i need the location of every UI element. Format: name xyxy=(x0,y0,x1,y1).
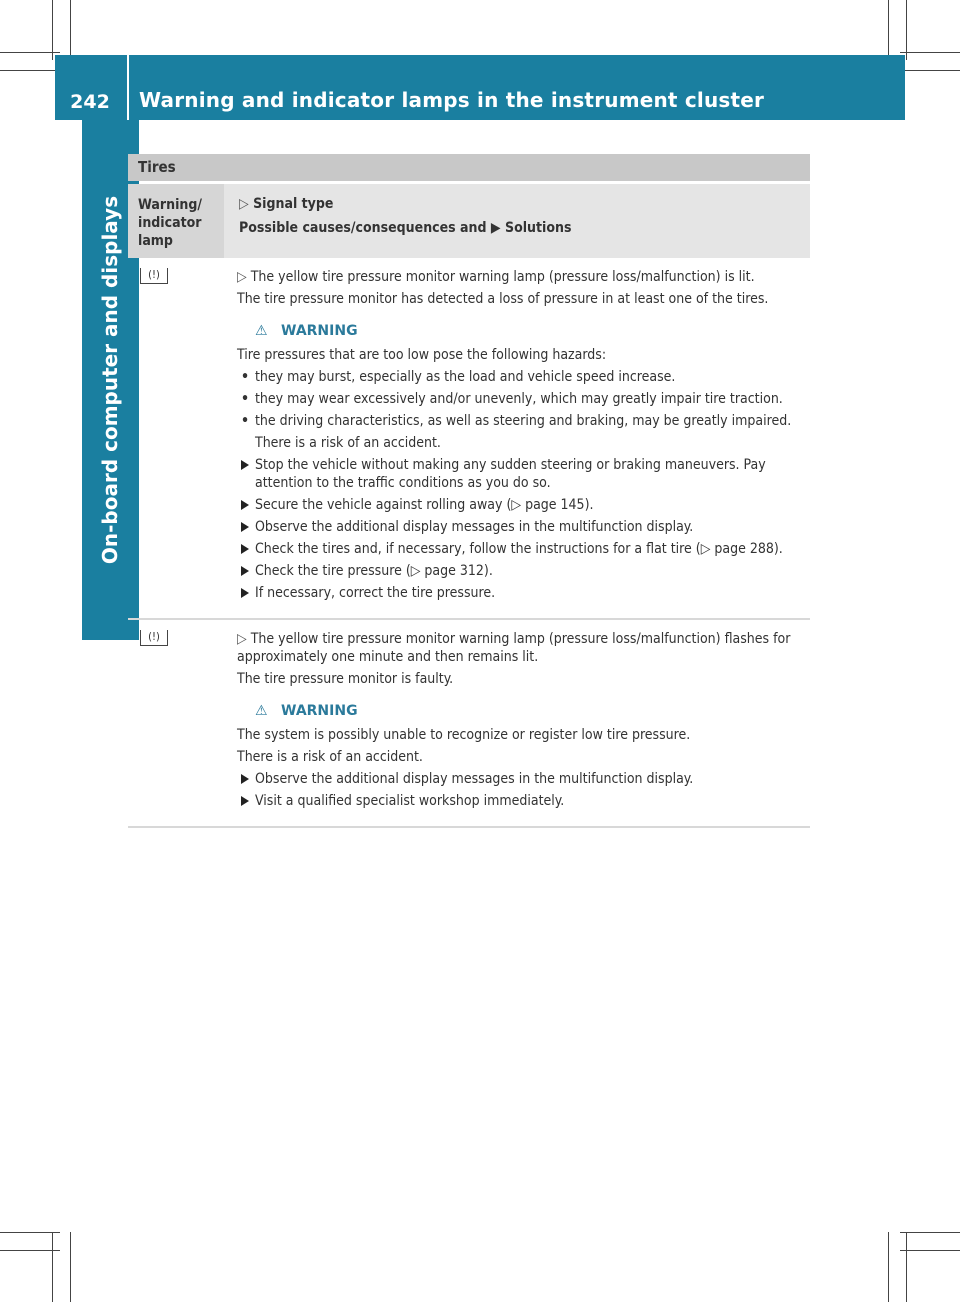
action-step: Stop the vehicle without making any sudden steering or braking maneuvers. Pay attention to the traffic conditions as you do so. xyxy=(237,456,810,492)
action-step: Observe the additional display messages in the multifunction display. xyxy=(237,770,810,788)
tire-pressure-warning-icon: (!) xyxy=(140,268,168,284)
warning-intro: The system is possibly unable to recognize or register low tire pressure. xyxy=(237,727,691,743)
tire-pressure-warning-icon: (!) xyxy=(140,630,168,646)
row-body xyxy=(237,620,810,826)
column-header-solutions-label: Solutions xyxy=(505,220,572,236)
action-steps xyxy=(237,456,810,602)
crop-mark xyxy=(0,1250,60,1251)
table-title: Tires xyxy=(128,154,810,181)
crop-mark xyxy=(70,1232,71,1302)
action-steps xyxy=(237,770,810,810)
crop-mark xyxy=(900,70,960,71)
action-step: Check the tire pressure (▷ page 312). xyxy=(237,562,810,580)
crop-mark xyxy=(0,52,60,53)
warning-label: WARNING xyxy=(281,703,358,719)
crop-mark xyxy=(888,1232,889,1302)
tires-table xyxy=(128,154,810,828)
crop-mark xyxy=(906,0,907,60)
signal-triangle-icon: ▷ xyxy=(237,631,247,647)
action-step: Observe the additional display messages in the multifunction display. xyxy=(237,518,810,536)
column-header-signal-label: Signal type xyxy=(253,196,334,212)
warning-triangle-icon: ⚠ xyxy=(255,323,268,339)
warning-heading xyxy=(255,702,810,720)
page-number: 242 xyxy=(70,91,110,113)
row-body xyxy=(237,258,810,618)
signal-description: The yellow tire pressure monitor warning lamp (pressure loss/malfunction) flashes for approximately one minute and then remains lit. xyxy=(237,631,791,665)
signal-description: The yellow tire pressure monitor warning lamp (pressure loss/malfunction) is lit. xyxy=(250,269,755,285)
signal-triangle-icon: ▷ xyxy=(239,196,249,212)
cause-text: The tire pressure monitor has detected a loss of pressure in at least one of the tires. xyxy=(237,291,769,307)
action-step: Check the tires and, if necessary, follow the instructions for a flat tire (▷ page 288). xyxy=(237,540,810,558)
table-row xyxy=(128,620,810,828)
action-arrow-icon: ▶ xyxy=(490,220,501,236)
column-header-lamp-label: Warning/ indicator lamp xyxy=(138,197,202,249)
page-header xyxy=(55,55,905,120)
list-item: • the driving characteristics, as well as steering and braking, may be greatly impaired. xyxy=(237,412,810,430)
crop-mark xyxy=(70,0,71,60)
warning-label: WARNING xyxy=(281,323,358,339)
crop-mark xyxy=(900,52,960,53)
crop-mark xyxy=(900,1250,960,1251)
column-header-lamp xyxy=(128,184,224,258)
crop-mark xyxy=(52,0,53,60)
hazard-list xyxy=(237,368,810,430)
section-title: Warning and indicator lamps in the instrument cluster xyxy=(139,88,765,112)
crop-mark xyxy=(906,1232,907,1302)
warning-intro: Tire pressures that are too low pose the following hazards: xyxy=(237,347,607,363)
crop-mark xyxy=(0,1232,60,1233)
action-step: If necessary, correct the tire pressure. xyxy=(237,584,810,602)
risk-note: There is a risk of an accident. xyxy=(255,435,441,451)
signal-text xyxy=(237,630,810,666)
action-step: Visit a qualified specialist workshop immediately. xyxy=(237,792,810,810)
table-header xyxy=(128,184,810,258)
crop-mark xyxy=(888,0,889,60)
list-item: • they may burst, especially as the load and vehicle speed increase. xyxy=(237,368,810,386)
warning-triangle-icon: ⚠ xyxy=(255,703,268,719)
risk-note: There is a risk of an accident. xyxy=(237,749,423,765)
warning-heading xyxy=(255,322,810,340)
signal-text xyxy=(237,268,810,286)
action-step: Secure the vehicle against rolling away (▷ page 145). xyxy=(237,496,810,514)
cause-text: The tire pressure monitor is faulty. xyxy=(237,671,454,687)
crop-mark xyxy=(52,1232,53,1302)
column-header-signal xyxy=(239,196,571,244)
signal-triangle-icon: ▷ xyxy=(237,269,247,285)
chapter-tab-label: On-board computer and displays xyxy=(98,195,122,565)
crop-mark xyxy=(0,70,60,71)
table-row xyxy=(128,258,810,620)
list-item: • they may wear excessively and/or unevenly, which may greatly impair tire traction. xyxy=(237,390,810,408)
header-divider xyxy=(127,55,129,120)
column-header-causes-label: Possible causes/consequences and xyxy=(239,220,487,236)
crop-mark xyxy=(900,1232,960,1233)
